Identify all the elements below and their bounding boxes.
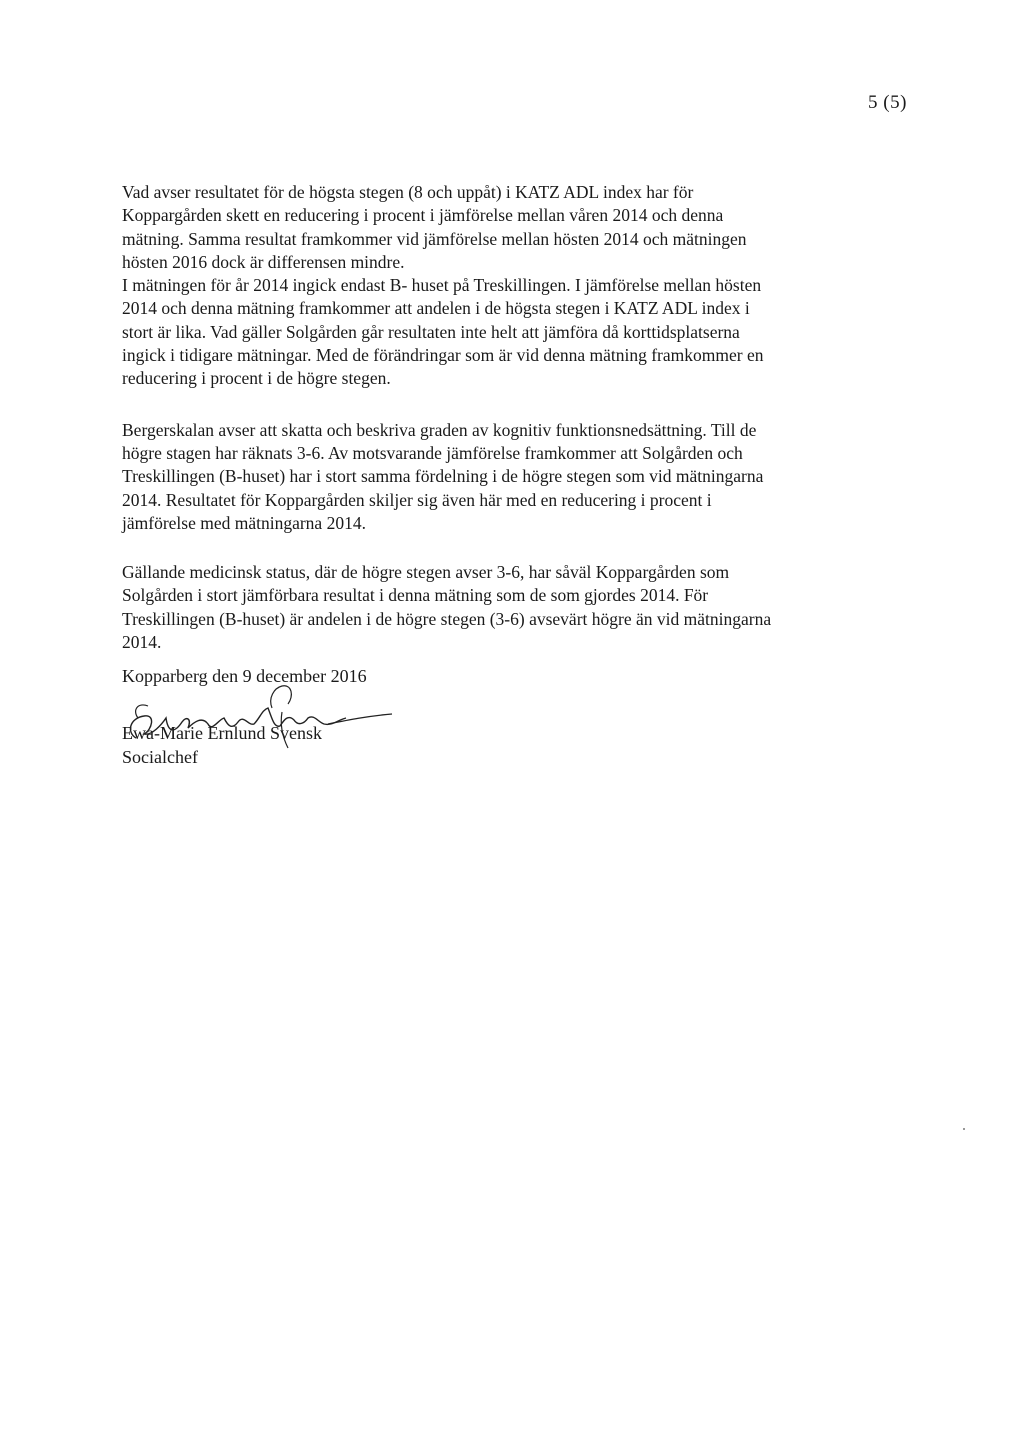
paragraph-medicinsk-status <box>122 561 842 654</box>
text-line: 2014. Resultatet för Koppargården skiljer sig även här med en reducering i procent i <box>122 489 712 510</box>
text-line: 2014. <box>122 632 162 653</box>
text-line: I mätningen för år 2014 ingick endast B- huset på Treskillingen. I jämförelse mellan hösten <box>122 275 762 296</box>
text-line: Treskillingen (B-huset) har i stort samma fördelning i de högre stegen som vid mätningarna <box>122 466 764 487</box>
text-line: högre stagen har räknats 3-6. Av motsvarande jämförelse framkommer att Solgården och <box>122 442 743 463</box>
text-line: 2014 och denna mätning framkommer att andelen i de högsta stegen i KATZ ADL index i <box>122 298 750 319</box>
text-line: jämförelse med mätningarna 2014. <box>122 512 366 533</box>
scan-speck <box>963 1128 965 1130</box>
text-line: Solgården i stort jämförbara resultat i denna mätning som de som gjordes 2014. För <box>122 585 709 606</box>
text-line: reducering i procent i de högre stegen. <box>122 368 391 389</box>
signature-block <box>122 664 462 769</box>
text-line: stort är lika. Vad gäller Solgården går resultaten inte helt att jämföra då korttidsplatserna <box>122 321 740 342</box>
text-line: Bergerskalan avser att skatta och beskriva graden av kognitiv funktionsnedsättning. Till de <box>122 419 757 440</box>
signature-loop <box>271 686 292 708</box>
text-line: ingick i tidigare mätningar. Med de förändringar som är vid denna mätning framkommer en <box>122 345 764 366</box>
signatory-name: Ewa-Marie Ernlund Svensk <box>122 723 322 743</box>
paragraph-bergerskalan <box>122 419 842 535</box>
text-line: Gällande medicinsk status, där de högre stegen avser 3-6, har såväl Koppargården som <box>122 562 730 583</box>
text-line: Vad avser resultatet för de högsta stegen (8 och uppåt) i KATZ ADL index har för <box>122 182 694 202</box>
signature-hook <box>136 705 148 718</box>
signatory-title: Socialchef <box>122 747 198 767</box>
document-body <box>122 181 842 654</box>
text-line: hösten 2016 dock är differensen mindre. <box>122 251 405 272</box>
place-date: Kopparberg den 9 december 2016 <box>122 666 367 686</box>
paragraph-katz-adl <box>122 181 842 391</box>
text-line: mätning. Samma resultat framkommer vid jämförelse mellan hösten 2014 och mätningen <box>122 228 747 249</box>
page-number: 5 (5) <box>868 92 907 113</box>
text-line: Treskillingen (B-huset) är andelen i de högre stegen (3-6) avsevärt högre än vid mätningarna <box>122 608 772 629</box>
text-line: Koppargården skett en reducering i procent i jämförelse mellan våren 2014 och denna <box>122 205 724 226</box>
